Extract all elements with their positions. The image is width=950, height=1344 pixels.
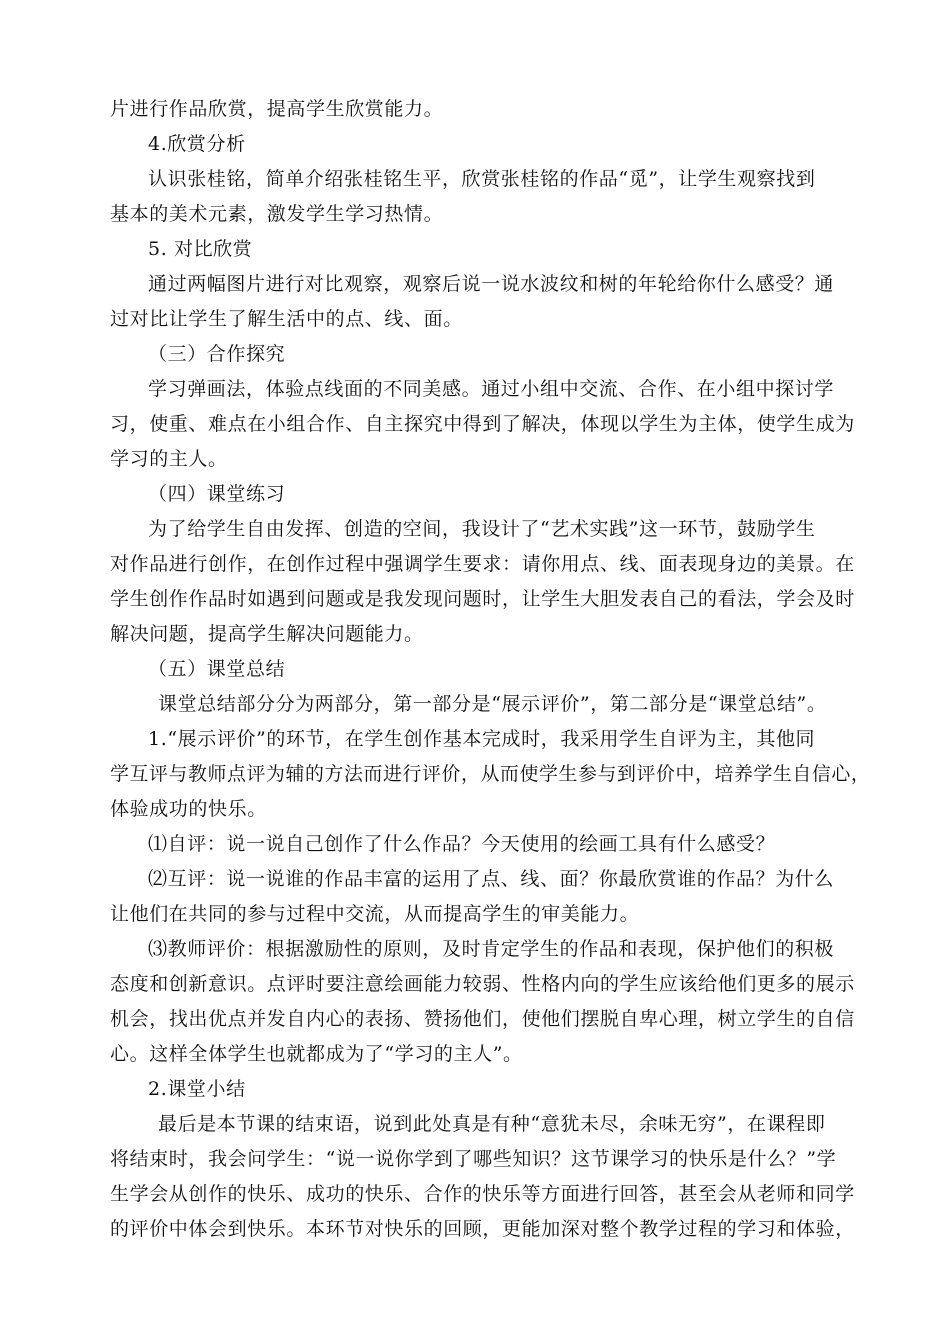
text-line: 过对比让学生了解生活中的点、线、面。 (110, 308, 463, 330)
text-line: 通过两幅图片进行对比观察，观察后说一说水波纹和树的年轮给你什么感受？通 (148, 273, 835, 295)
text-line: 态度和创新意识。点评时要注意绘画能力较弱、性格内向的学生应该给他们更多的展示 (110, 973, 855, 995)
text-line: 学习的主人。 (110, 448, 228, 470)
text-line: ⑴自评：说一说自己创作了什么作品？今天使用的绘画工具有什么感受？ (148, 833, 776, 855)
text-line: 让他们在共同的参与过程中交流，从而提高学生的审美能力。 (110, 903, 640, 925)
text-line: ⑶教师评价：根据激励性的原则，及时肯定学生的作品和表现，保护他们的积极 (148, 938, 835, 960)
section-heading: 4.欣赏分析 (148, 133, 246, 155)
section-heading: （四）课堂练习 (148, 483, 286, 505)
section-heading: 2.课堂小结 (148, 1078, 246, 1100)
text-line: 课堂总结部分分为两部分，第一部分是“展示评价”，第二部分是“课堂总结”。 (158, 693, 827, 715)
text-line: 心。这样全体学生也就都成为了“学习的主人”。 (110, 1043, 523, 1065)
section-heading: 5. 对比欣赏 (148, 238, 253, 260)
text-line: 对作品进行创作，在创作过程中强调学生要求：请你用点、线、面表现身边的美景。在 (110, 553, 855, 575)
text-line: ⑵互评：说一说谁的作品丰富的运用了点、线、面？你最欣赏谁的作品？为什么 (148, 868, 835, 890)
text-line: 最后是本节课的结束语，说到此处真是有种“意犹未尽，余味无穷”，在课程即 (158, 1113, 826, 1135)
text-line: 机会，找出优点并发自内心的表扬、赞扬他们，使他们摆脱自卑心理，树立学生的自信 (110, 1008, 855, 1030)
text-line: 基本的美术元素，激发学生学习热情。 (110, 203, 444, 225)
text-line: 1.“展示评价”的环节，在学生创作基本完成时，我采用学生自评为主，其他同 (148, 728, 816, 750)
text-line: 为了给学生自由发挥、创造的空间，我设计了“艺术实践”这一环节，鼓励学生 (148, 518, 816, 540)
section-heading: （三）合作探究 (148, 343, 286, 365)
text-line: 学生创作作品时如遇到问题或是我发现问题时，让学生大胆发表自己的看法，学会及时 (110, 588, 855, 610)
text-line: 习，使重、难点在小组合作、自主探究中得到了解决，体现以学生为主体，使学生成为 (110, 413, 855, 435)
text-line: 体验成功的快乐。 (110, 798, 267, 820)
section-heading: （五）课堂总结 (148, 658, 286, 680)
text-line: 学互评与教师点评为辅的方法而进行评价，从而使学生参与到评价中，培养学生自信心， (110, 763, 871, 785)
text-line: 将结束时，我会问学生：“说一说你学到了哪些知识？这节课学习的快乐是什么？”学 (110, 1148, 837, 1170)
text-line: 片进行作品欣赏，提高学生欣赏能力。 (110, 98, 444, 120)
text-line: 解决问题，提高学生解决问题能力。 (110, 623, 424, 645)
text-line: 的评价中体会到快乐。本环节对快乐的回顾，更能加深对整个教学过程的学习和体验， (110, 1218, 855, 1240)
text-line: 认识张桂铭，简单介绍张桂铭生平，欣赏张桂铭的作品“觅”，让学生观察找到 (148, 168, 816, 190)
text-line: 学习弹画法，体验点线面的不同美感。通过小组中交流、合作、在小组中探讨学 (148, 378, 835, 400)
text-line: 生学会从创作的快乐、成功的快乐、合作的快乐等方面进行回答，甚至会从老师和同学 (110, 1183, 855, 1205)
